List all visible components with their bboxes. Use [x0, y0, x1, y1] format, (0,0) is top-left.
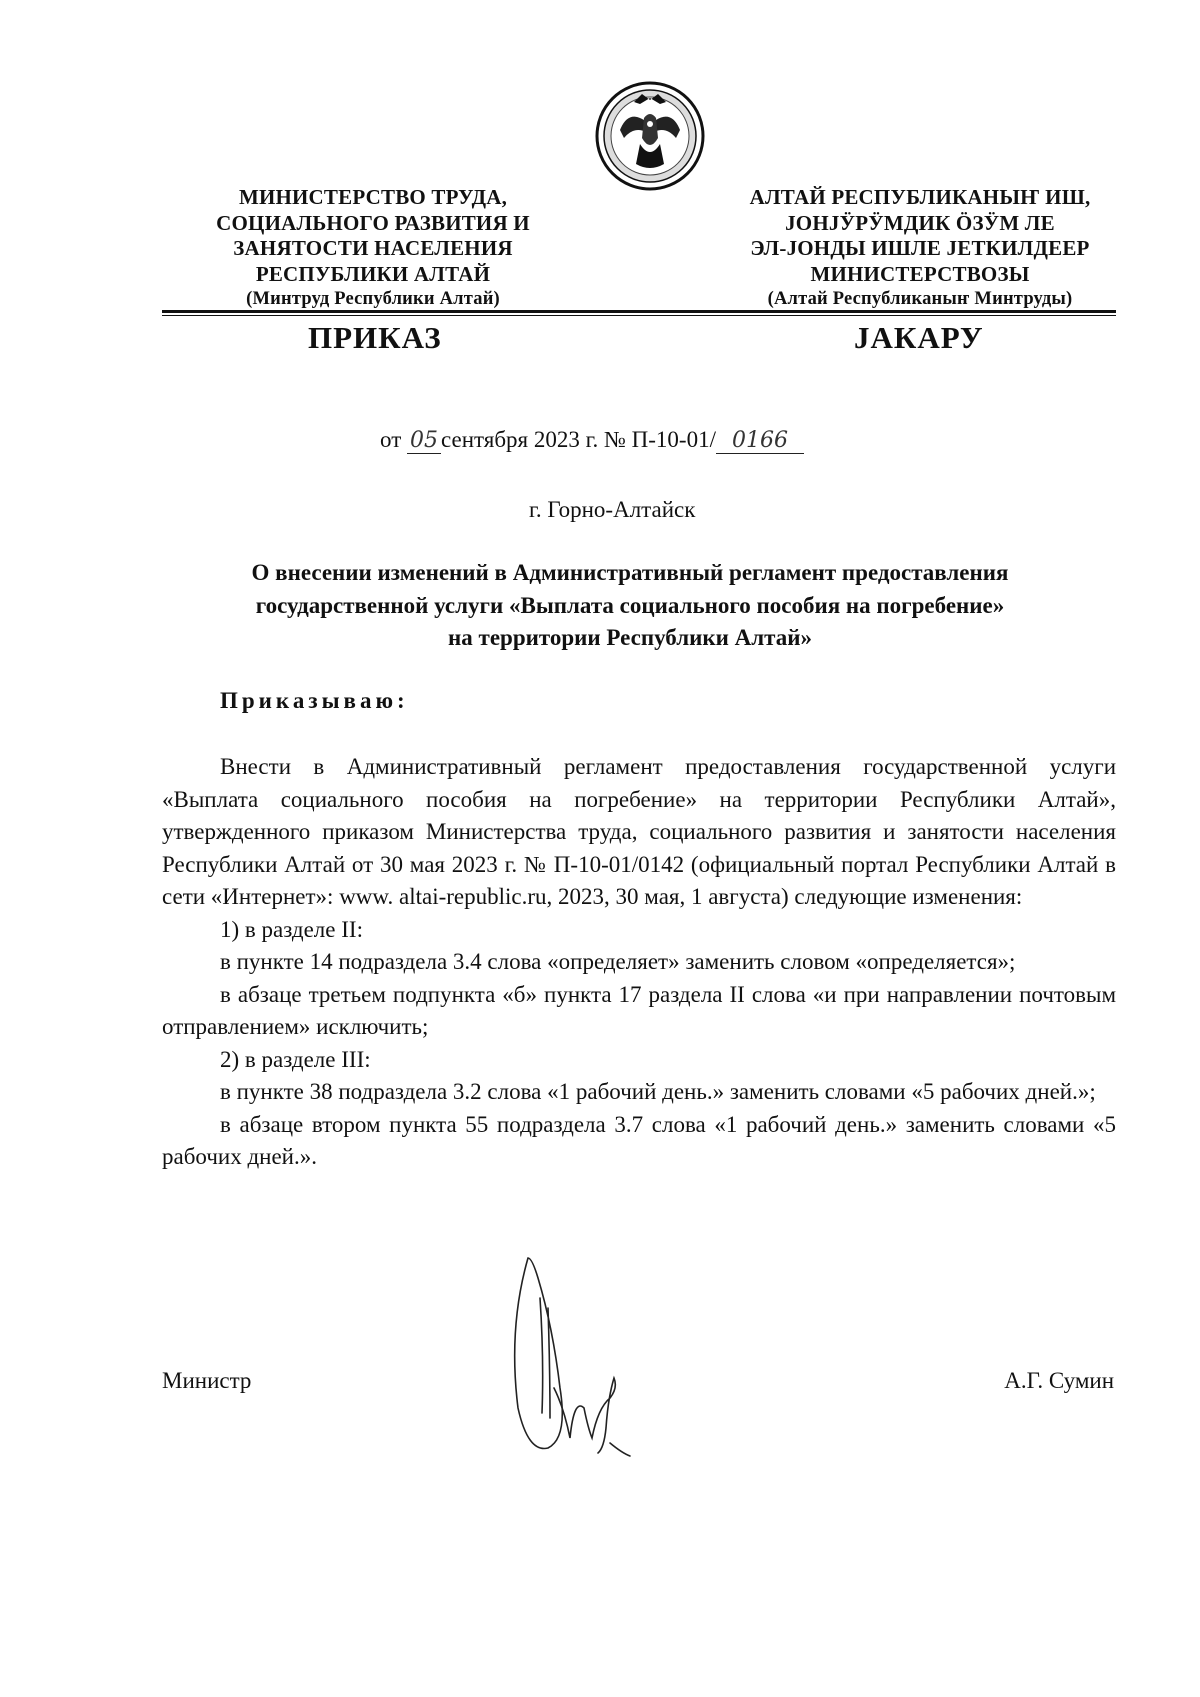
date-prefix: от — [380, 427, 402, 452]
handwritten-day: 05 — [407, 429, 441, 454]
body-paragraph: в пункте 14 подраздела 3.4 слова «определяет» заменить словом «определяется»; — [220, 949, 1016, 974]
decree-word: Приказываю: — [220, 688, 409, 713]
header-divider-thin — [162, 315, 1116, 316]
body-paragraph: в пункте 38 подраздела 3.2 слова «1 рабочий день.» заменить словами «5 рабочих дней.»; — [220, 1079, 1096, 1104]
ministry-name-line: ЈОНЈӰРӰМДИК ӦЗӰМ ЛЕ — [785, 210, 1055, 235]
ministry-name-line: ЭЛ-ЈОНДЫ ИШЛЕ ЈЕТКИЛДЕЕР — [750, 236, 1090, 260]
ministry-short-name: (Алтай Республиканыҥ Минтруды) — [767, 289, 1073, 309]
order-date-line — [380, 427, 804, 454]
ministry-name-line: МИНИСТЕРСТВОЗЫ — [810, 261, 1030, 286]
signatory-name: А.Г. Сумин — [1004, 1368, 1114, 1393]
body-paragraph: в абзаце втором пункта 55 подраздела 3.7 слова «1 рабочий день.» заменить словами «5 рабочих дней.». — [162, 1111, 1116, 1169]
title-line: на территории Республики Алтай» — [448, 625, 812, 650]
title-line: государственной услуги «Выплата социального пособия на погребение» — [255, 592, 1005, 618]
body-paragraph: Внести в Административный регламент предоставления государственной услуги «Выплата социального пособия на погребение» на территории Республики Алтай», утвержденного приказом Министерства труда, социального развития и занятости населения Республики Алтай от 30 мая 2023 г. № П-10-01/0142 (официальный портал Республики Алтай в сети «Интернет»: www. altai-republic.ru, 2023, 30 мая, 1 августа) следующие изменения: — [162, 754, 1116, 909]
body-paragraph: 2) в разделе III: — [220, 1046, 371, 1072]
ministry-name-line: СОЦИАЛЬНОГО РАЗВИТИЯ И — [216, 210, 530, 235]
body-paragraph: в абзаце третьем подпункта «б» пункта 17 раздела II слова «и при направлении почтовым отправлением» исключить; — [162, 981, 1116, 1039]
ministry-header-ru — [178, 185, 568, 313]
ministry-name-line: АЛТАЙ РЕСПУБЛИКАНЫҤ ИШ, — [749, 185, 1091, 209]
document-title — [150, 557, 1110, 655]
handwritten-signature — [498, 1238, 648, 1462]
ministry-header-alt — [725, 185, 1115, 313]
title-line: О внесении изменений в Административный регламент предоставления — [251, 560, 1009, 585]
ministry-name-line: МИНИСТЕРСТВО ТРУДА, — [238, 185, 508, 209]
header-divider — [162, 310, 1116, 313]
body-paragraph: 1) в разделе II: — [220, 916, 363, 942]
handwritten-order-number: 0166 — [716, 429, 804, 454]
ministry-name-line: ЗАНЯТОСТИ НАСЕЛЕНИЯ — [233, 236, 513, 260]
document-body — [162, 751, 1116, 1174]
order-heading-ru: ПРИКАЗ — [308, 320, 442, 355]
city: г. Горно-Алтайск — [529, 497, 696, 522]
date-middle: сентября 2023 г. № П-10-01/ — [441, 427, 716, 452]
signatory-position: Министр — [162, 1368, 252, 1393]
ministry-short-name: (Минтруд Республики Алтай) — [246, 289, 500, 309]
ministry-name-line: РЕСПУБЛИКИ АЛТАЙ — [255, 261, 491, 286]
order-heading-alt: ЈАКАРУ — [854, 320, 984, 355]
republic-emblem — [594, 80, 706, 192]
